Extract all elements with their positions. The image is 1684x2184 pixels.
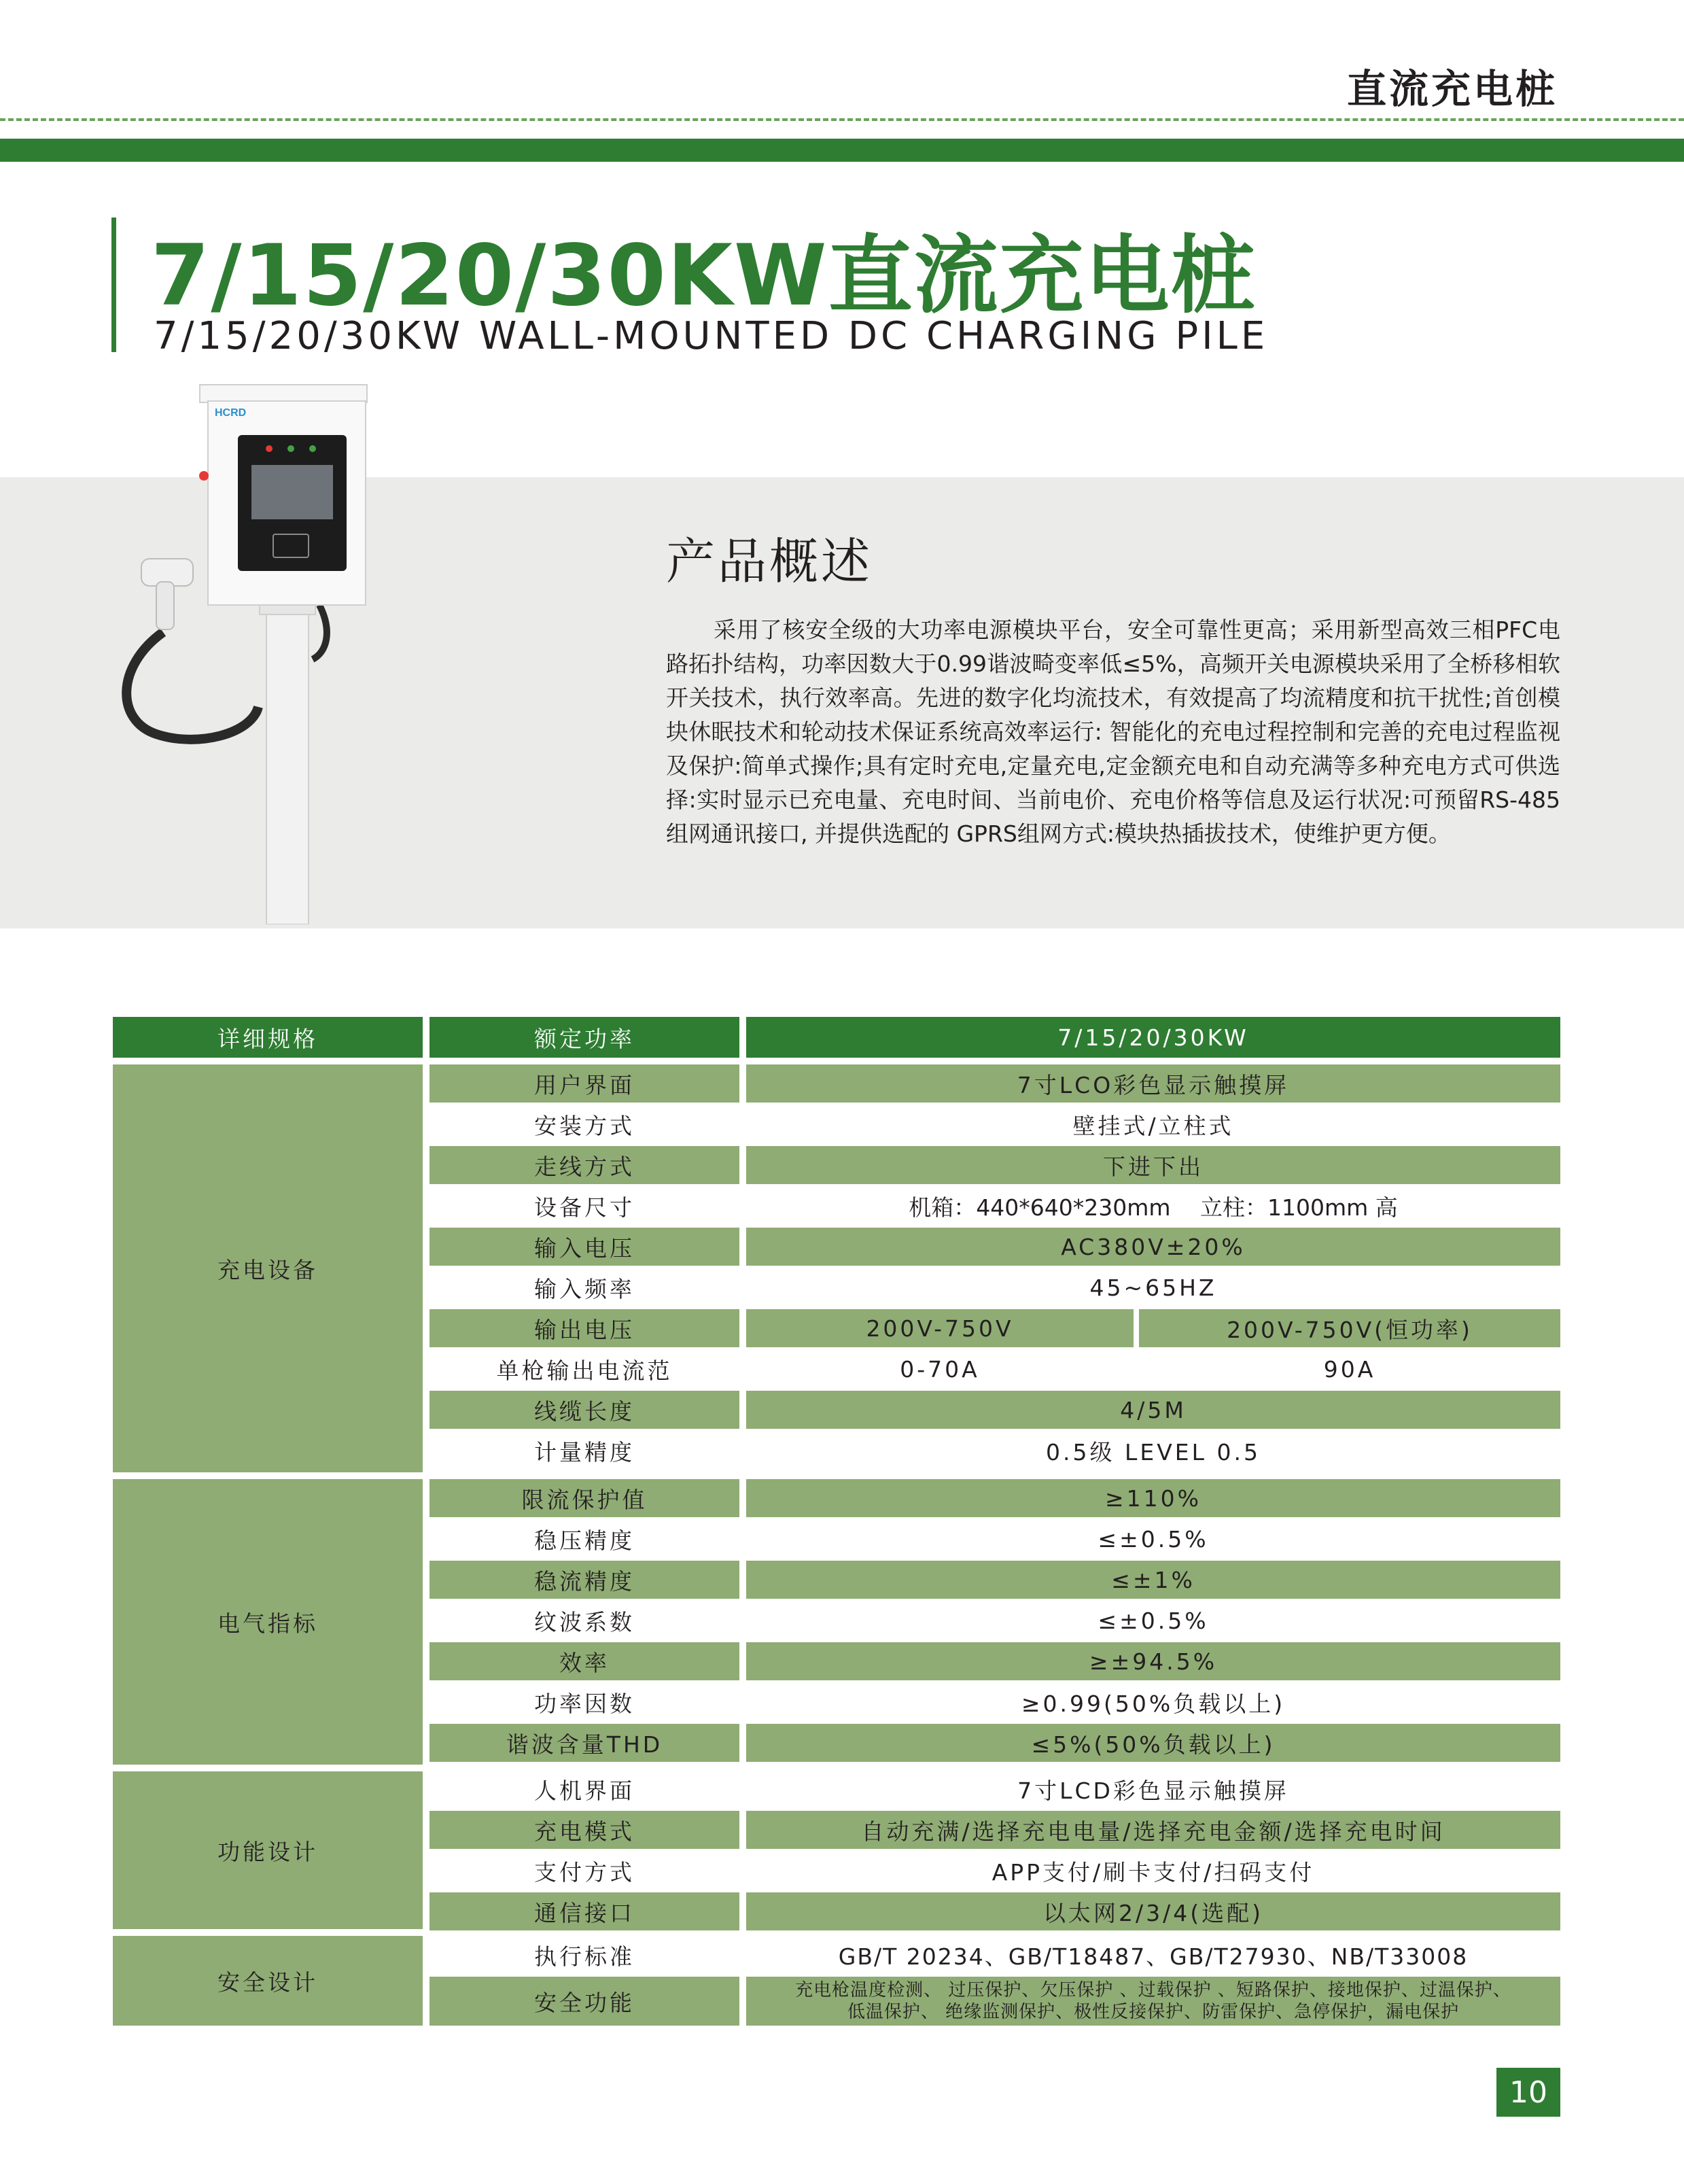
spec-row-value: 45~65HZ — [746, 1268, 1560, 1306]
overview-heading: 产品概述 — [666, 533, 873, 590]
spec-row-label: 安装方式 — [429, 1105, 739, 1143]
spec-row-value: ≤±0.5% — [746, 1601, 1560, 1640]
spec-row-label: 充电模式 — [429, 1811, 739, 1849]
spec-header-col1: 详细规格 — [113, 1017, 423, 1058]
spec-row-value: 4/5M — [746, 1391, 1560, 1429]
header-dashed-divider — [0, 118, 1684, 121]
spec-row-value: GB/T 20234、GB/T18487、GB/T27930、NB/T33008 — [746, 1936, 1560, 1974]
spec-row-value: 7寸LCO彩色显示触摸屏 — [746, 1064, 1560, 1103]
spec-row-label: 谐波含量THD — [429, 1724, 739, 1762]
spec-row-value: 以太网2/3/4(选配) — [746, 1892, 1560, 1930]
spec-group-electrical: 电气指标 — [113, 1479, 423, 1765]
spec-row-label: 支付方式 — [429, 1852, 739, 1890]
charger-product-image — [116, 381, 387, 924]
spec-row-label: 输入电压 — [429, 1228, 739, 1266]
spec-row-label: 输入频率 — [429, 1268, 739, 1306]
spec-row-label: 功率因数 — [429, 1683, 739, 1721]
spec-row-value: ≤±1% — [746, 1561, 1560, 1599]
spec-row-label: 稳压精度 — [429, 1520, 739, 1558]
spec-row-value-a: 0-70A — [746, 1350, 1134, 1388]
title-accent-bar — [111, 218, 116, 352]
spec-row-value-a: 200V-750V — [746, 1309, 1134, 1347]
spec-row-value: 0.5级 LEVEL 0.5 — [746, 1432, 1560, 1470]
spec-row-label: 设备尺寸 — [429, 1187, 739, 1225]
spec-row-value: 7寸LCD彩色显示触摸屏 — [746, 1771, 1560, 1807]
spec-row-value: ≤±0.5% — [746, 1520, 1560, 1558]
spec-row-label: 通信接口 — [429, 1892, 739, 1930]
spec-row-label: 安全功能 — [429, 1977, 739, 2026]
spec-group-charging-equipment: 充电设备 — [113, 1064, 423, 1472]
spec-header-col2: 额定功率 — [429, 1017, 739, 1058]
spec-row-label: 限流保护值 — [429, 1479, 739, 1517]
spec-header-col3: 7/15/20/30KW — [746, 1017, 1560, 1058]
spec-row-value-b: 90A — [1139, 1350, 1560, 1388]
spec-row-value: 下进下出 — [746, 1146, 1560, 1184]
spec-row-label: 输出电压 — [429, 1309, 739, 1347]
brand-logo: HCRD — [215, 407, 247, 419]
spec-row-value: 机箱：440*640*230mm 立柱：1100mm 高 — [746, 1187, 1560, 1225]
spec-row-value: 壁挂式/立柱式 — [746, 1105, 1560, 1143]
spec-row-label: 纹波系数 — [429, 1601, 739, 1640]
spec-row-value-b: 200V-750V(恒功率) — [1139, 1309, 1560, 1347]
spec-row-label: 走线方式 — [429, 1146, 739, 1184]
section-label: 直流充电桩 — [1346, 66, 1558, 112]
spec-row-value: ≥110% — [746, 1479, 1560, 1517]
spec-row-label: 线缆长度 — [429, 1391, 739, 1429]
spec-row-label: 计量精度 — [429, 1432, 739, 1470]
spec-row-value: 充电枪温度检测、 过压保护、欠压保护 、过载保护 、短路保护、接地保护、过温保护、低温保护、 绝缘监测保护、极性反接保护、防雷保护、急停保护，漏电保护 — [746, 1977, 1560, 2026]
spec-row-value: ≤5%(50%负载以上) — [746, 1724, 1560, 1762]
spec-row-label: 稳流精度 — [429, 1561, 739, 1599]
spec-row-label: 执行标准 — [429, 1936, 739, 1974]
page-subtitle: 7/15/20/30KW WALL-MOUNTED DC CHARGING PILE — [154, 314, 1269, 358]
page-number: 10 — [1496, 2068, 1560, 2117]
spec-row-label: 用户界面 — [429, 1064, 739, 1103]
spec-row-value: ≥±94.5% — [746, 1642, 1560, 1680]
spec-group-safety: 安全设计 — [113, 1936, 423, 2026]
spec-row-label: 单枪输出电流范 — [429, 1350, 739, 1388]
overview-body: 采用了核安全级的大功率电源模块平台，安全可靠性更高；采用新型高效三相PFC电路拓扑结构，功率因数大于0.99谐波畸变率低≤5%，高频开关电源模块采用了全桥移相软开关技术，执行效率高。先进的数字化均流技术，有效提高了均流精度和抗干扰性;首创模块休眠技术和轮动技术保证系统高效率运行: 智能化的充电过程控制和完善的充电过程监视及保护:简单式操作;具有定时充电,定量充电,定金额充电和自动充满等多种充电方式可供选择:实时显示已充电量、充电时间、当前电价、充电价格等信息及运行状况:可预留RS-485组网通讯接口, 并提供选配的 GPRS组网方式:模块热插拔技术，使维护更方便。 — [666, 617, 1560, 847]
spec-row-value: ≥0.99(50%负载以上) — [746, 1683, 1560, 1721]
spec-group-function: 功能设计 — [113, 1771, 423, 1929]
spec-row-value: 自动充满/选择充电电量/选择充电金额/选择充电时间 — [746, 1811, 1560, 1849]
header-green-band — [0, 139, 1684, 162]
spec-row-value: APP支付/刷卡支付/扫码支付 — [746, 1852, 1560, 1890]
spec-row-label: 效率 — [429, 1642, 739, 1680]
page-title: 7/15/20/30KW直流充电桩 — [151, 227, 1257, 325]
spec-row-label: 人机界面 — [429, 1771, 739, 1807]
spec-row-value: AC380V±20% — [746, 1228, 1560, 1266]
